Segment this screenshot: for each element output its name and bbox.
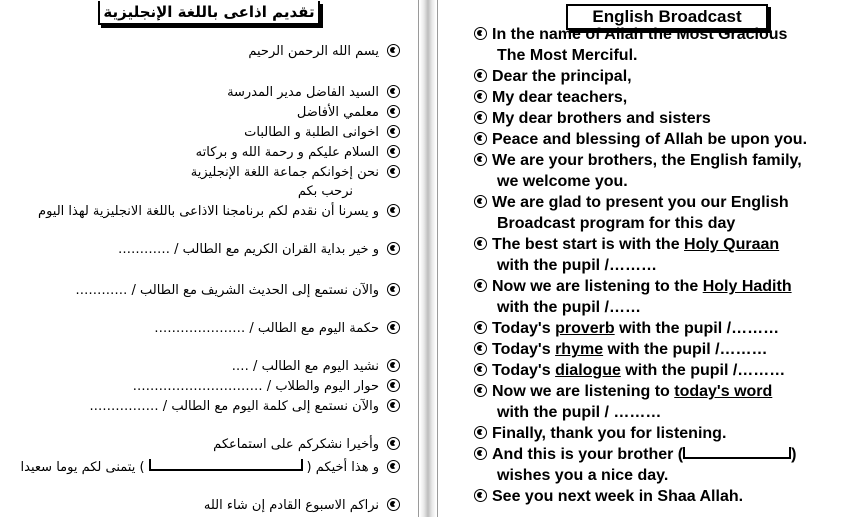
globe-bullet-icon xyxy=(387,379,400,392)
en-line-peace: Peace and blessing of Allah be upon you. xyxy=(474,130,807,150)
globe-bullet-icon xyxy=(387,145,400,158)
ar-line-principal: السيد الفاضل مدير المدرسة xyxy=(227,85,400,101)
globe-bullet-icon xyxy=(387,44,400,57)
ar-line-family: نحن إخوانكم جماعة اللغة الإنجليزية xyxy=(191,165,400,181)
globe-bullet-icon xyxy=(387,321,400,334)
globe-bullet-icon xyxy=(474,90,487,103)
en-line-teachers: My dear teachers, xyxy=(474,88,627,108)
en-line-basmala-2: The Most Merciful. xyxy=(497,47,638,64)
globe-bullet-icon xyxy=(474,321,487,334)
name-blank xyxy=(683,447,791,459)
globe-bullet-icon xyxy=(474,489,487,502)
globe-bullet-icon xyxy=(474,132,487,145)
globe-bullet-icon xyxy=(387,437,400,450)
globe-bullet-icon xyxy=(474,363,487,376)
globe-bullet-icon xyxy=(474,195,487,208)
en-line-quran: The best start is with the Holy Quraan xyxy=(474,235,779,255)
en-line-program: Broadcast program for this day xyxy=(497,215,736,232)
ar-line-hadith: والآن نستمع إلى الحديث الشريف مع الطالب / ………… xyxy=(75,283,400,299)
globe-bullet-icon xyxy=(387,125,400,138)
en-line-rhyme: Today's rhyme with the pupil /……… xyxy=(474,340,768,360)
globe-bullet-icon xyxy=(474,153,487,166)
ar-line-dialogue: حوار اليوم والطلاب / ………………………… xyxy=(133,379,400,395)
ar-line-brother: و هذا أخيكم () يتمنى لكم يوما سعيدا xyxy=(21,459,400,476)
ar-line-welcome: نرحب بكم xyxy=(297,184,353,199)
globe-bullet-icon xyxy=(387,283,400,296)
globe-bullet-icon xyxy=(387,85,400,98)
globe-bullet-icon xyxy=(387,399,400,412)
globe-bullet-icon xyxy=(474,279,487,292)
en-line-wishes: wishes you a nice day. xyxy=(497,467,669,484)
en-line-family: We are your brothers, the English family, xyxy=(474,151,802,171)
english-title: English Broadcast xyxy=(566,4,768,30)
ar-line-wisdom: حكمة اليوم مع الطالب / ………………… xyxy=(154,321,400,337)
arabic-title: تقديم اذاعى باللغة الإنجليزية xyxy=(98,1,320,25)
en-line-basmala: In the name of Allah the Most Gracious xyxy=(474,25,787,45)
globe-bullet-icon xyxy=(387,105,400,118)
ar-line-song: نشيد اليوم مع الطالب / …. xyxy=(232,359,400,375)
ar-line-teachers: معلمي الأفاضل xyxy=(297,105,400,121)
page-gutter xyxy=(420,0,436,517)
en-line-brothers: My dear brothers and sisters xyxy=(474,109,711,129)
globe-bullet-icon xyxy=(474,237,487,250)
en-line-hadith-pupil: with the pupil /…… xyxy=(497,299,641,316)
globe-bullet-icon xyxy=(387,498,400,511)
en-line-next-week: See you next week in Shaa Allah. xyxy=(474,487,743,507)
globe-bullet-icon xyxy=(474,111,487,124)
english-page xyxy=(440,0,851,517)
en-line-quran-pupil: with the pupil /……… xyxy=(497,257,657,274)
en-line-hadith: Now we are listening to the Holy Hadith xyxy=(474,277,792,297)
globe-bullet-icon xyxy=(387,460,400,473)
page-edge-right xyxy=(437,0,438,517)
en-line-proverb: Today's proverb with the pupil /……… xyxy=(474,319,779,339)
globe-bullet-icon xyxy=(474,447,487,460)
ar-line-basmala: يسم الله الرحمن الرحيم xyxy=(248,44,400,60)
ar-line-word: والآن نستمع إلى كلمة اليوم مع الطالب / ……………. xyxy=(90,399,400,415)
globe-bullet-icon xyxy=(387,242,400,255)
ar-line-next-week: نراكم الاسبوع القادم إن شاء الله xyxy=(204,498,400,514)
en-line-word-pupil: with the pupil / ……… xyxy=(497,404,662,421)
en-line-word: Now we are listening to today's word xyxy=(474,382,772,402)
globe-bullet-icon xyxy=(387,165,400,178)
en-line-brother: And this is your brother ( ) xyxy=(474,445,796,465)
globe-bullet-icon xyxy=(474,69,487,82)
en-line-thanks: Finally, thank you for listening. xyxy=(474,424,726,444)
en-line-welcome: we welcome you. xyxy=(497,173,628,190)
ar-line-thanks: وأخيرا نشكركم على استماعكم xyxy=(213,437,400,453)
globe-bullet-icon xyxy=(474,426,487,439)
globe-bullet-icon xyxy=(474,342,487,355)
ar-line-salam: السلام عليكم و رحمة الله و بركاته xyxy=(196,145,400,161)
globe-bullet-icon xyxy=(387,359,400,372)
globe-bullet-icon xyxy=(474,384,487,397)
globe-bullet-icon xyxy=(474,27,487,40)
name-blank xyxy=(149,459,303,471)
en-line-principal: Dear the principal, xyxy=(474,67,632,87)
ar-line-students: اخوانى الطلبة و الطالبات xyxy=(244,125,400,141)
en-line-present: We are glad to present you our English xyxy=(474,193,789,213)
ar-line-quran: و خير بداية القران الكريم مع الطالب / ………… xyxy=(118,242,400,258)
arabic-page xyxy=(0,0,420,517)
en-line-dialogue: Today's dialogue with the pupil /……… xyxy=(474,361,785,381)
ar-line-present: و يسرنا أن نقدم لكم برنامجنا الاذاعى باللغة الانجليزية لهذا اليوم xyxy=(38,204,400,220)
globe-bullet-icon xyxy=(387,204,400,217)
